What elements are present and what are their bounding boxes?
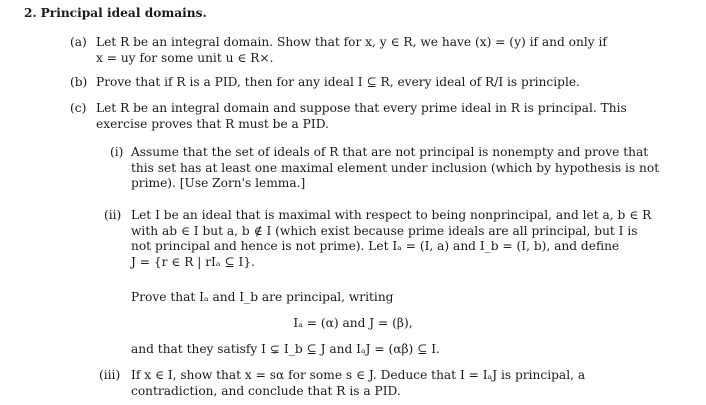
part-a-line: x = uy for some unit u ∈ R×. [96,50,274,65]
part-c-i-line: Assume that the set of ideals of R that are not principal is nonempty and prove that [131,145,649,159]
part-a-label: (a) [70,35,87,49]
part-c-i-text [131,145,663,192]
part-c-line: Let R be an integral domain and suppose that every prime ideal in R is principal. This [96,101,627,115]
part-c-i-label: (i) [110,145,124,159]
part-b-label: (b) [70,75,88,89]
problem-title: Principal ideal domains. [40,6,207,20]
part-c-i-line: this set has at least one maximal element under inclusion (which by hypothesis is not [131,160,660,175]
part-c-text [96,101,664,132]
part-b-line: Prove that if R is a PID, then for any ideal I ⊆ R, every ideal of R/I is principle. [96,75,580,89]
problem-number: 2. [24,6,37,20]
part-c-label: (c) [70,101,87,115]
part-a-line: Let R be an integral domain. Show that for x, y ∈ R, we have (x) = (y) if and only if [96,35,607,49]
part-c-ii-line: Let I be an ideal that is maximal with respect to being nonprincipal, and let a, b ∈ R [131,208,652,222]
part-c-ii-text [131,208,663,270]
part-c-iii-label: (iii) [99,368,121,382]
part-c-ii-prove-line: Prove that Iₐ and I_b are principal, writing [131,290,394,304]
part-c-i-line: prime). [Use Zorn's lemma.] [131,176,306,190]
display-equation: Iₐ = (α) and J = (β), [293,316,413,330]
part-a-text [96,35,664,66]
part-c-line: exercise proves that R must be a PID. [96,116,329,131]
part-c-iii-line: If x ∈ I, show that x = sα for some s ∈ J. Deduce that I = IₐJ is principal, a [131,368,586,382]
part-b-text [96,75,664,91]
part-c-iii-text [131,368,663,399]
part-c-ii-satisfy-line: and that they satisfy I ⊊ I_b ⊆ J and IₐJ = (αβ) ⊆ I. [131,342,440,356]
part-c-ii-line: not principal and hence is not prime). Let Iₐ = (I, a) and I_b = (I, b), and define [131,239,620,253]
part-c-ii-line: J = {r ∈ R | rIₐ ⊆ I}. [131,254,255,269]
part-c-ii-label: (ii) [104,208,122,222]
problem-heading [24,6,207,22]
part-c-iii-line: contradiction, and conclude that R is a PID. [131,383,401,398]
part-c-ii-line: with ab ∈ I but a, b ∉ I (which exist because prime ideals are all principal, but I is [131,223,638,238]
